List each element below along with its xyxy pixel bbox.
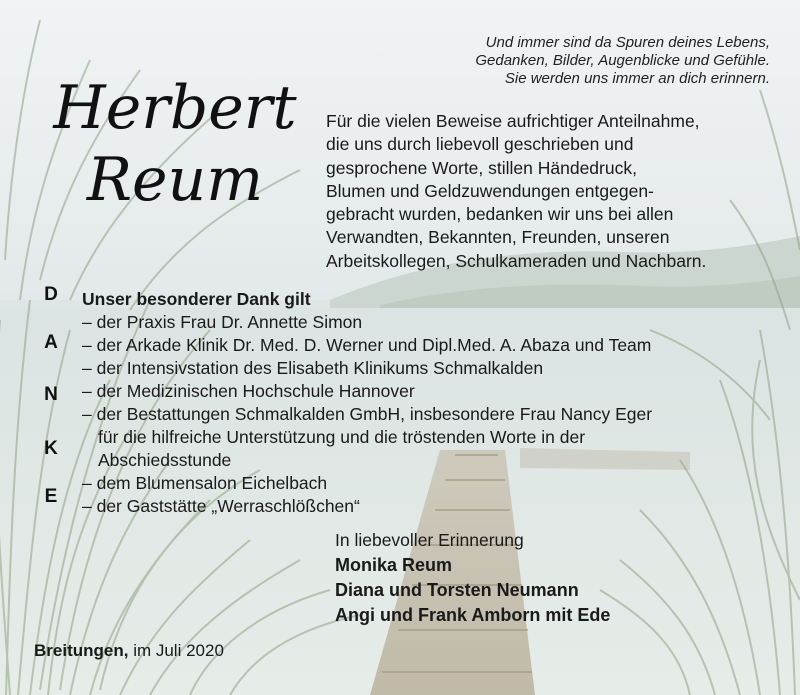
place-town: Breitungen, [34, 641, 129, 660]
mourner-name: Angi und Frank Amborn mit Ede [335, 605, 611, 625]
list-item: – dem Blumensalon Eichelbach [82, 473, 328, 493]
thanks-line: Für die vielen Beweise aufrichtiger Anteilnahme, [326, 111, 700, 131]
danke-letter: E [44, 486, 58, 507]
mourner-name: Monika Reum [335, 555, 453, 575]
thanks-line: die uns durch liebevoll geschrieben und [326, 134, 634, 155]
list-item-continuation: für die hilfreiche Unterstützung und die tröstenden Worte in der [98, 427, 586, 447]
deceased-name [30, 72, 320, 216]
mourner-name: Diana und Torsten Neumann [335, 580, 579, 600]
last-name: Reum [86, 145, 264, 215]
thanks-line: Verwandten, Bekannten, Freunden, unseren [326, 227, 670, 248]
quote-line: Sie werden uns immer an dich erinnern. [504, 70, 770, 87]
place-and-date [34, 641, 224, 661]
mourners-block [335, 528, 775, 628]
list-item: – der Gaststätte „Werraschlößchen“ [82, 496, 360, 516]
thanks-paragraph [326, 110, 776, 273]
special-thanks-heading: Unser besonderer Dank gilt [82, 289, 311, 309]
thanks-line: Blumen und Geldzuwendungen entgegen- [326, 180, 654, 201]
thanks-line: gesprochene Worte, stillen Händedruck, [326, 157, 637, 178]
thanks-line: gebracht wurden, bedanken wir uns bei allen [326, 204, 674, 225]
list-item: – der Arkade Klinik Dr. Med. D. Werner und Dipl.Med. A. Abaza und Team [82, 335, 652, 355]
list-item-continuation: Abschiedsstunde [98, 450, 232, 470]
memorial-quote [410, 34, 770, 88]
quote-line: Und immer sind da Spuren deines Lebens, [485, 34, 770, 51]
special-thanks-list [82, 288, 782, 518]
danke-letter: N [44, 384, 58, 405]
danke-letter: K [44, 438, 58, 459]
danke-letter: D [44, 284, 58, 305]
list-item: – der Bestattungen Schmalkalden GmbH, insbesondere Frau Nancy Eger [82, 404, 653, 424]
quote-line: Gedanken, Bilder, Augenblicke und Gefühle. [475, 52, 770, 69]
list-item: – der Praxis Frau Dr. Annette Simon [82, 312, 363, 332]
place-date: im Juli 2020 [133, 641, 224, 660]
danke-letter: A [44, 332, 58, 353]
first-name: Herbert [53, 73, 297, 143]
memory-intro: In liebevoller Erinnerung [335, 530, 524, 550]
list-item: – der Intensivstation des Elisabeth Klinikums Schmalkalden [82, 358, 544, 378]
thanks-line: Arbeitskollegen, Schulkameraden und Nachbarn. [326, 250, 707, 271]
list-item: – der Medizinischen Hochschule Hannover [82, 381, 415, 401]
